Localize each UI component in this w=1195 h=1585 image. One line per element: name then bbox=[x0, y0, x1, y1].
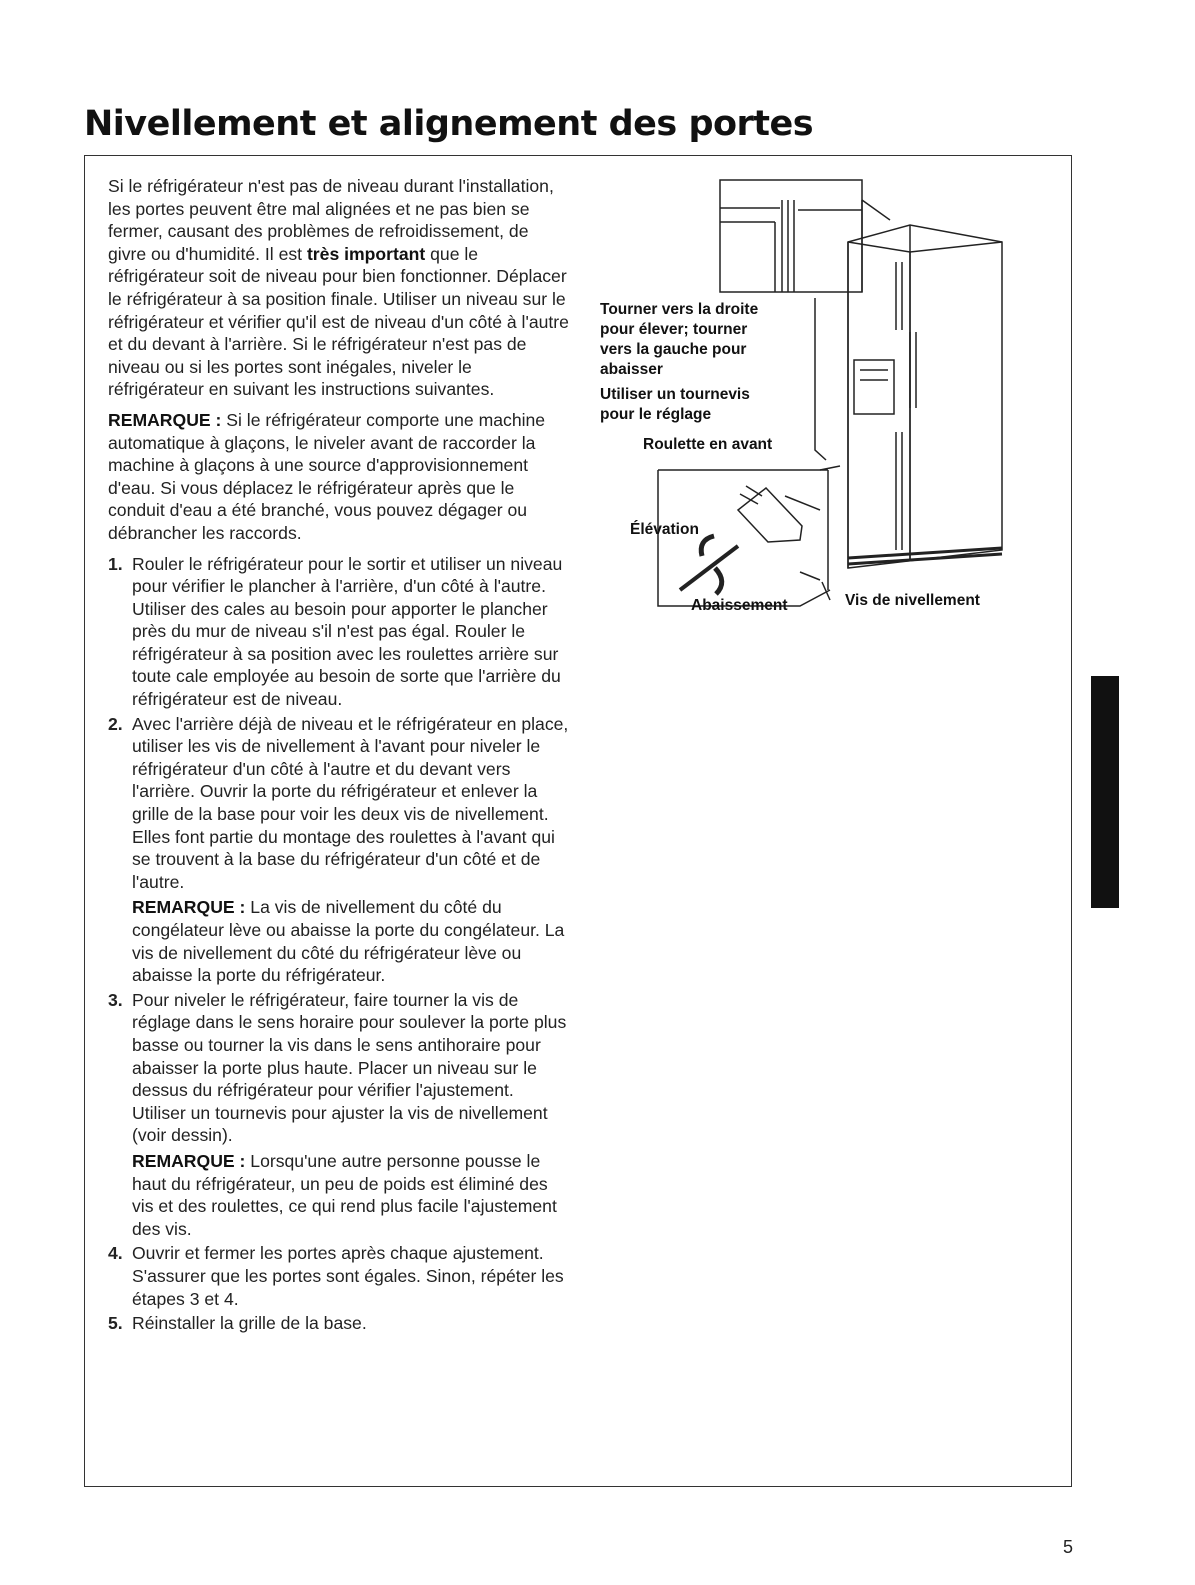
refrigerator-body bbox=[848, 225, 1002, 568]
label-turn: Tourner vers la droite pour élever; tourner vers la gauche pour abaisser bbox=[600, 301, 759, 378]
dispenser bbox=[854, 360, 894, 414]
door-top-detail bbox=[720, 180, 862, 292]
intro-paragraph: Si le réfrigérateur n'est pas de niveau durant l'installation, les portes peuvent être mal alignées et ne pas bien se fermer, causant des problèmes de refroidissement, de givre ou d'humidité. Il est très important que le réfrigérateur soit de niveau pour bien fonctionner. Déplacer le réfrigérateur à sa position finale. Utiliser un niveau sur le réfrigérateur et vérifier qu'il est de niveau d'un côté à l'autre et du devant à l'arrière. Si le réfrigérateur n'est pas de niveau ou si les portes sont inégales, niveler le réfrigérateur en suivant les instructions suivantes. bbox=[108, 176, 569, 400]
label-lower: Abaissement bbox=[691, 597, 788, 614]
step-3-note: REMARQUE : Lorsqu'une autre personne pousse le haut du réfrigérateur, un peu de poids est éliminé des vis et des roulettes, ce qui rend plus facile l'ajustement des vis. bbox=[132, 1150, 557, 1239]
intro-note: REMARQUE : Si le réfrigérateur comporte une machine automatique à glaçons, le niveler avant de raccorder la machine à glaçons à une source d'approvisionnement d'eau. Si vous déplacez le réfrigérateur après que le conduit d'eau a été branché, vous pouvez dégager ou débrancher les raccords. bbox=[108, 409, 546, 543]
door-handles bbox=[896, 262, 916, 550]
raise-arrow bbox=[701, 536, 714, 556]
step-5: 5. Réinstaller la grille de la base. bbox=[108, 1313, 367, 1334]
lower-arrow bbox=[715, 568, 722, 594]
label-roller: Roulette en avant bbox=[643, 436, 773, 453]
step-2-note: REMARQUE : La vis de nivellement du côté du congélateur lève ou abaisse la porte du congélateur. La vis de nivellement du côté du réfrigérateur lève ou abaisse la porte du réfrigérateur. bbox=[132, 897, 565, 986]
section-tab-marker bbox=[1091, 676, 1119, 908]
page-number: 5 bbox=[1063, 1537, 1074, 1557]
leveling-diagram bbox=[590, 170, 1010, 620]
page-title: Nivellement et alignement des portes bbox=[84, 104, 814, 144]
step-1: 1. Rouler le réfrigérateur pour le sortir et utiliser un niveau pour vérifier le plancher à l'arrière, d'un côté à l'autre. Utiliser des cales au besoin pour apporter le plancher près du mur de niveau s'il n'est pas égal. Rouler le réfrigérateur à sa position avec les roulettes arrière sur toute cale employée au besoin de sorte que l'arrière du réfrigérateur est de niveau. bbox=[108, 553, 563, 710]
note-label: REMARQUE : bbox=[108, 409, 222, 430]
step-4: 4. Ouvrir et fermer les portes après chaque ajustement. S'assurer que les portes sont égales. Sinon, répéter les étapes 3 et 4. bbox=[108, 1243, 564, 1309]
screwdriver bbox=[680, 546, 738, 590]
step-3: 3. Pour niveler le réfrigérateur, faire tourner la vis de réglage dans le sens horaire pour soulever la porte plus basse ou tourner la vis dans le sens antihoraire pour abaisser la porte plus haute. Placer un niveau sur le dessus du réfrigérateur pour vérifier l'ajustement. Utiliser un tournevis pour ajuster la vis de nivellement (voir dessin). REMARQUE : Lorsqu'une autre personne pousse le haut du réfrigérateur, un peu de poids est éliminé des vis et des roulettes, ce qui rend plus facile l'ajustement des vis. bbox=[108, 989, 570, 1241]
label-screwdriver: Utiliser un tournevis pour le réglage bbox=[600, 386, 750, 423]
label-raise: Élévation bbox=[630, 521, 699, 538]
caster bbox=[738, 488, 802, 542]
step-2: 2. Avec l'arrière déjà de niveau et le réfrigérateur en place, utiliser les vis de nivellement à l'avant pour niveler le réfrigérateur d'un côté à l'autre et du devant vers l'arrière. Ouvrir la porte du réfrigérateur et enlever la grille de la base pour voir les deux vis de nivellement. Elles font partie du montage des roulettes à l'avant qui se trouvent à la base du réfrigérateur d'un côté et de l'autre. REMARQUE : La vis de nivellement du côté du congélateur lève ou abaisse la porte du congélateur. La vis de nivellement du côté du réfrigérateur lève ou abaisse la porte du réfrigérateur. bbox=[108, 713, 569, 986]
instructions-column bbox=[108, 175, 570, 1337]
base-grille bbox=[848, 548, 1002, 564]
steps-list bbox=[108, 553, 570, 1335]
label-screw: Vis de nivellement bbox=[845, 592, 980, 609]
